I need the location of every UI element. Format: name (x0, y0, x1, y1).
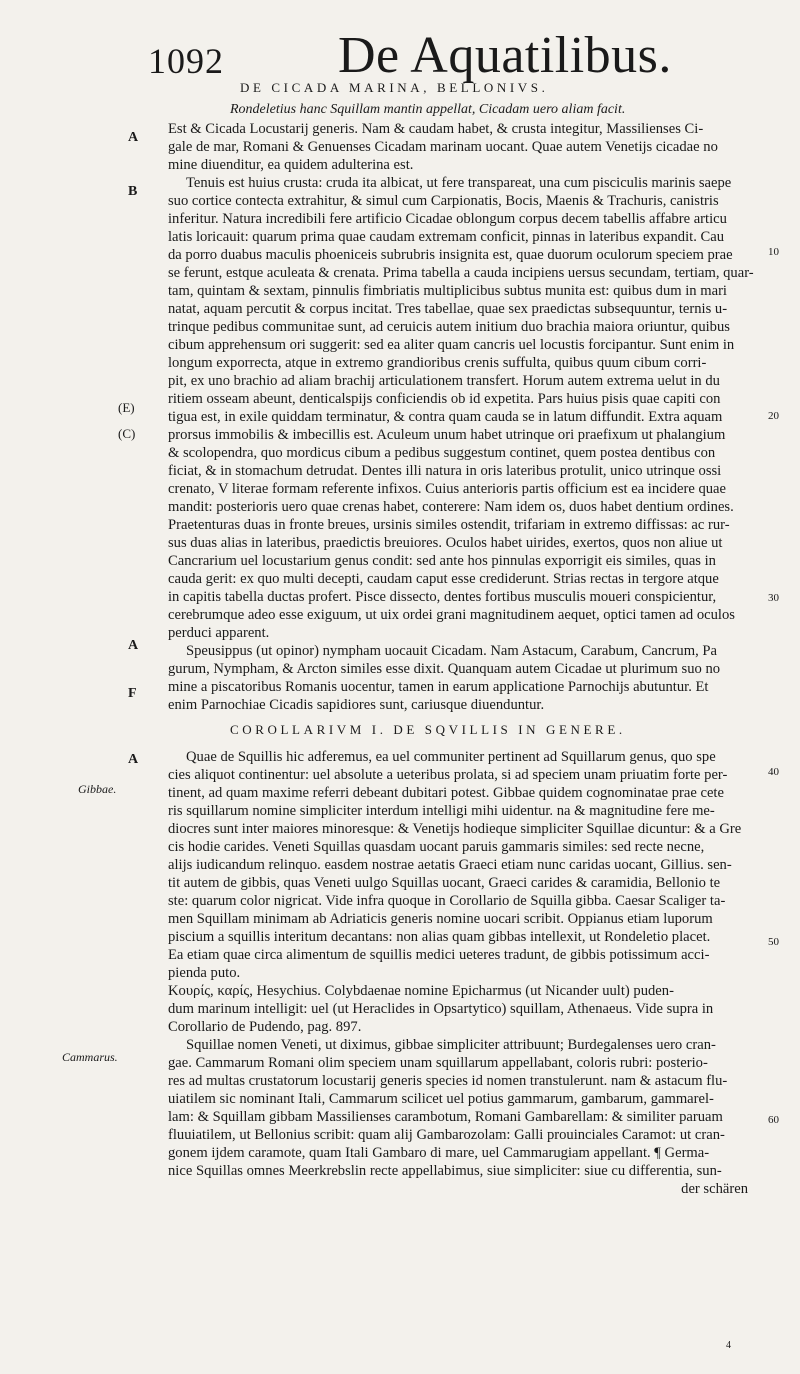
section2-text (168, 748, 768, 1198)
text-line: dum marinum intelligit: uel (ut Heraclides in Opsartytico) squillam, Athenaeus. Vide supra in (168, 1001, 714, 1017)
text-line: lam: & Squillam gibbam Massilienses carambotum, Romani Gambarellam: & similiter paruam (168, 1109, 723, 1125)
text-line: Tenuis est huius crusta: cruda ita albicat, ut fere transpareat, una cum pisciculis marinis saepe (186, 175, 732, 191)
text-line: tit autem de gibbis, quas Veneti uulgo Squillas uocant, Graeci carides & caramidia, Bellonio te (168, 875, 721, 891)
section-heading-corollary: COROLLARIVM I. DE SQVILLIS IN GENERE. (230, 722, 626, 737)
text-line: trinque pedibus communitae sunt, ad ceruicis autem initium duo brachia maiora oriuntur, quibus (168, 319, 730, 335)
text-line: enim Parnochiae Cicadis sapidiores sunt, cariusque diuenduntur. (168, 697, 545, 713)
text-line: sus duas alias in lateribus, praedictis breuiores. Oculos habet uirides, exertos, quos non aliue ut (168, 535, 723, 551)
text-line: pit, ex uno brachio ad aliam brachij articulationem transfert. Horum autem extrema uelut in du (168, 373, 720, 389)
text-line: ste: quarum color nigricat. Vide infra quoque in Corollario de Squilla gibba. Caesar Scaliger ta- (168, 893, 726, 909)
text-line: gonem ijdem caramote, quam Itali Gambaro di mare, uel Cammarugiam appellant. ¶ Germa- (168, 1145, 710, 1161)
text-line: da porro duabus maculis phoeniceis subrubris insignita est, quae duorum oculorum speciem prae (168, 247, 733, 263)
footer-mark: 4 (726, 1340, 731, 1351)
text-line: Speusippus (ut opinor) nympham uocauit Cicadam. Nam Astacum, Carabum, Cancrum, Pa (186, 643, 717, 659)
margin-letter: (C) (118, 426, 136, 441)
text-line: perduci apparent. (168, 625, 270, 641)
text-line: cauda gerit: ex quo multi decepti, caudam caput esse crediderunt. Strias rectas in tergore atque (168, 571, 719, 587)
text-line: Squillae nomen Veneti, ut diximus, gibbae simpliciter attribuunt; Burdegalenses uero cran- (186, 1037, 716, 1053)
text-line: inferitur. Natura incredibili fere artificio Cicadae oblongum corpus decem tabellis affabre articu (168, 211, 727, 227)
page-number: 1092 (148, 41, 224, 81)
line-number: 30 (768, 592, 779, 604)
text-line: ris squillarum nomine simpliciter interdum intelligi mihi uidentur. na & magnitudine fere me- (168, 803, 715, 819)
text-line: cerebrumque adeo esse exiguum, ut uix ordei grani magnitudinem aequet, optici tamen ad oculos (168, 607, 735, 623)
text-line: Cancrarium uel locustarium genus condit: sed ante hos pinnulas exporrigit eis similes, quas in (168, 553, 716, 569)
running-title: De Aquatilibus. (338, 27, 672, 84)
text-line: in capitis tabella ductas profert. Pisce dissecto, dentes fortibus musculis moueri conspicientur, (168, 589, 717, 605)
margin-letter: B (128, 184, 138, 199)
text-line: tigua est, in exile quiddam terminatur, & contra quam cauda se in latum diffundit. Extra aquam (168, 409, 723, 425)
line-number: 10 (768, 246, 779, 258)
text-line: suo cortice contecta extrahitur, & simul cum Carpionatis, Bocis, Maenis & Trachuris, canistris (168, 193, 719, 209)
text-line: Quae de Squillis hic adferemus, ea uel communiter pertinent ad Squillarum genus, quo spe (186, 749, 716, 765)
text-line: & scolopendra, quo mordicus cibum a pedibus suggestum continet, quem postea dentibus con (168, 445, 716, 461)
margin-letter: A (128, 752, 139, 767)
margin-note-gibbae: Gibbae. (78, 782, 117, 796)
text-line: piscium a squillis interitum decantans: non alias quam gibbas intellexit, ut Rondeletio placet. (168, 929, 711, 945)
text-line: res ad multas crustatorum locustarij generis species id nomen transtulerunt. nam & astacum flu- (168, 1073, 728, 1089)
page-header (148, 22, 672, 84)
margin-letter: (E) (118, 400, 135, 415)
text-line: ritiem osseam abeunt, denticalspijs conficiendis ob id expetita. Pars huius pisis quae capiti con (168, 391, 721, 407)
line-number: 50 (768, 936, 779, 948)
text-line: uiatilem sic nominant Itali, Cammarum scilicet uel potius gammarum, gambarum, gammarel- (168, 1091, 714, 1107)
text-line: tam, quintam & sextam, pinnulis fimbriatis multiplicibus subtus munita est: quibus dum in mari (168, 283, 727, 299)
text-line: ficiat, & in stomachum detrudat. Dentes illi natura in oris lateribus protulit, unico utrinque ossi (168, 463, 722, 479)
text-line: tinent, ad quam maxime referri debeant dubitari potest. Gibbae quidem cognominatae prae cete (168, 785, 724, 801)
section-heading-cicada: DE CICADA MARINA, BELLONIVS. (240, 80, 549, 95)
text-line: gae. Cammarum Romani olim speciem unam squillarum appellabant, coloris rubri: posterio- (168, 1055, 708, 1071)
text-line: men Squillam minimam ab Adriaticis generis nomine uocari scribit. Oppianus etiam luporum (168, 911, 713, 927)
text-line: se ferunt, estque aculeata & crenata. Prima tabella a cauda incipiens uersus secundam, tertiam, quar- (168, 265, 754, 281)
section1-text (168, 120, 768, 714)
text-line: cies aliquot continentur: uel absolute a ueteribus prolata, si ad speciem unam priuatim forte per- (168, 767, 728, 783)
text-line: Est & Cicada Locustarij generis. Nam & caudam habet, & crusta integitur, Massilienses Ci- (168, 121, 704, 137)
text-line: Κουρίς, καρίς, Hesychius. Colybdaenae nomine Epicharmus (ut Nicander uult) puden- (168, 983, 674, 999)
text-line: cibum apprehensum ori suggerit: sed ea aliter quam cancris uel locustis forcipantur. Sunt enim in (168, 337, 735, 353)
text-line: pienda puto. (168, 965, 241, 981)
text-line: gale de mar, Romani & Genuenses Cicadam marinam uocant. Quae autem Venetijs cicadae no (168, 139, 718, 155)
section-subheading: Rondeletius hanc Squillam mantin appellat, Cicadam uero aliam facit. (230, 102, 626, 117)
text-line: gurum, Nympham, & Arcton similes esse dixit. Quanquam autem Cicadae ut plurimum suo no (168, 661, 721, 677)
margin-note-cammarus: Cammarus. (62, 1050, 118, 1064)
text-line: alijs iudicandum relinquo. easdem nostrae aetatis Graeci etiam nunc caridas uocant, Gillius. sen- (168, 857, 732, 873)
text-line: longum exporrecta, atque in extremo grandioribus crenis suffulta, quibus quum cibum corri- (168, 355, 707, 371)
margin-letter: A (128, 638, 139, 653)
text-line: fluuiatilem, ut Bellonius scribit: quam alij Gambarozolam: Galli prouinciales Caramot: ut cran- (168, 1127, 725, 1143)
margin-letter: F (128, 686, 137, 701)
text-line: Corollario de Pudendo, pag. 897. (168, 1019, 362, 1035)
line-number: 20 (768, 410, 779, 422)
text-line: mandit: posterioris uero quae crenas habet, conterere: Nam idem os, duos habet dentium ordines. (168, 499, 734, 515)
text-line: der schären (681, 1181, 748, 1197)
line-number: 60 (768, 1114, 779, 1126)
text-line: cis hodie carides. Veneti Squillas quasdam uocant paruis gammaris similes: sed recte necne, (168, 839, 705, 855)
text-line: diocres sunt inter maiores minoresque: & Venetijs hodieque simpliciter Squillae dicuntur: & a Gre (168, 821, 742, 837)
text-line: Ea etiam quae circa alimentum de squillis medici ueteres tradunt, de gibbis potissimum acci- (168, 947, 710, 963)
text-line: latis loricauit: quarum prima quae caudam extremam conficit, pinnas in lateribus expandit. Cau (168, 229, 725, 245)
text-line: mine a piscatoribus Romanis uocentur, tamen in earum applicatione Parnochijs abutuntur. Et (168, 679, 709, 695)
text-line: Praetenturas duas in fronte breues, ursinis similes ostendit, trifariam in extremo diffissas: ac rur- (168, 517, 730, 533)
text-line: nice Squillas omnes Meerkrebslin recte appellabimus, siue simpliciter: siue cu differentia, sun- (168, 1163, 722, 1179)
text-line: prorsus immobilis & imbecillis est. Aculeum unum habet utrinque ori praefixum ut phalangium (168, 427, 726, 443)
line-number: 40 (768, 766, 779, 778)
text-line: natat, aquam percutit & corpus incitat. Tres tabellae, quae sex praedictas subsequuntur, ternis u- (168, 301, 728, 317)
margin-letter: A (128, 130, 139, 145)
text-line: crenato, V literae formam referente infixos. Cuius anterioris partis officium est ea incidere quae (168, 481, 727, 497)
text-line: mine diuenditur, ea quidem adulterina est. (168, 157, 414, 173)
